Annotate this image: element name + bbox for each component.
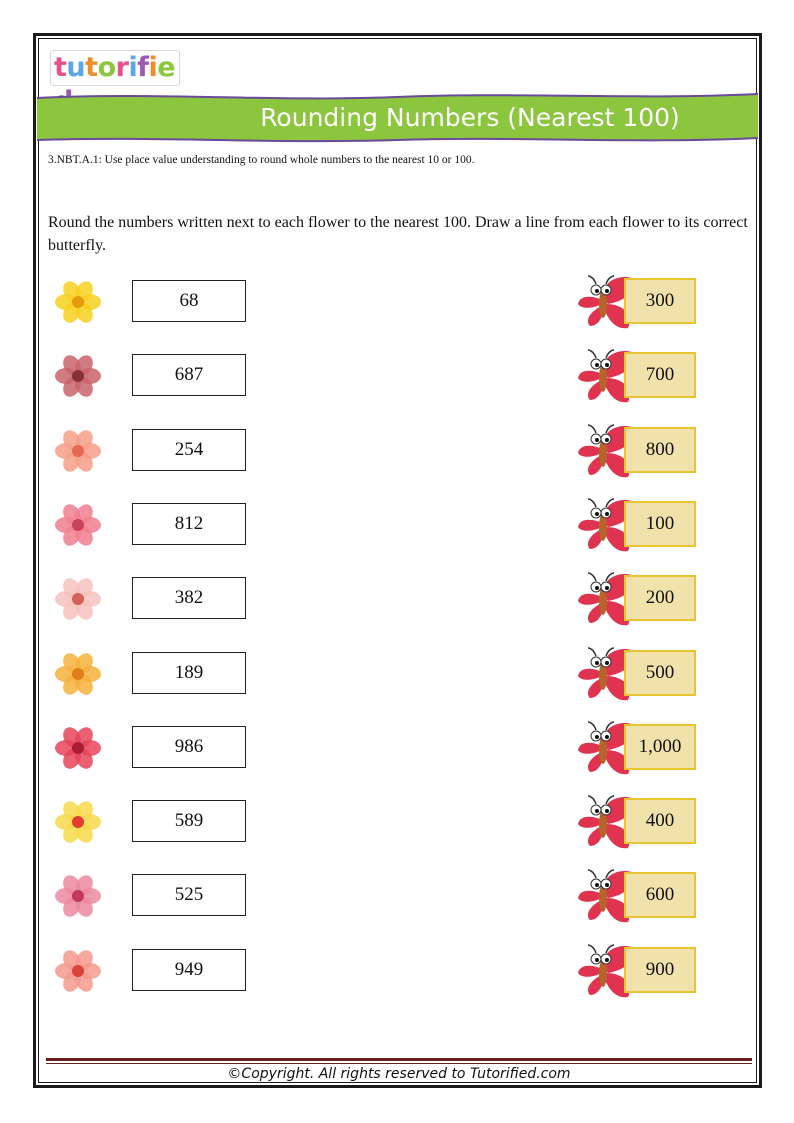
number-box: 589 (132, 800, 246, 842)
footer-divider (46, 1058, 752, 1061)
answer-box[interactable]: 900 (624, 947, 696, 993)
peach-lily-icon[interactable] (50, 423, 106, 479)
yellow-daisy-icon[interactable] (50, 274, 106, 330)
instructions-text: Round the numbers written next to each flower to the nearest 100. Draw a line from each flower to its correct butterfly. (48, 214, 748, 254)
answer-box[interactable]: 600 (624, 872, 696, 918)
number-box: 525 (132, 874, 246, 916)
exercise-row (0, 348, 794, 408)
number-box: 687 (132, 354, 246, 396)
answer-box[interactable]: 500 (624, 650, 696, 696)
tutorified-logo (50, 50, 180, 86)
logo-letter: t (54, 52, 67, 83)
answer-box[interactable]: 400 (624, 798, 696, 844)
logo-letter: i (148, 52, 158, 83)
number-box: 68 (132, 280, 246, 322)
standard-text: 3.NBT.A.1: Use place value understanding to round whole numbers to the nearest 10 or 100. (48, 154, 475, 166)
page-title: Rounding Numbers (Nearest 100) (260, 103, 680, 132)
number-box: 189 (132, 652, 246, 694)
exercise-row (0, 423, 794, 483)
exercise-row (0, 720, 794, 780)
number-box: 986 (132, 726, 246, 768)
answer-box[interactable]: 300 (624, 278, 696, 324)
logo-letter: f (137, 52, 149, 83)
orange-flower-icon[interactable] (50, 646, 106, 702)
red-dahlia-icon[interactable] (50, 720, 106, 776)
logo-letter: i (128, 52, 138, 83)
answer-box[interactable]: 200 (624, 575, 696, 621)
exercise-row (0, 943, 794, 1003)
logo-letter: e (157, 52, 176, 83)
pink-lily-icon[interactable] (50, 868, 106, 924)
red-rose-icon[interactable] (50, 348, 106, 404)
answer-box[interactable]: 100 (624, 501, 696, 547)
logo-letter: u (66, 52, 86, 83)
logo-letter: r (115, 52, 129, 83)
exercise-row (0, 646, 794, 706)
answer-box[interactable]: 700 (624, 352, 696, 398)
exercise-row (0, 868, 794, 928)
answer-box[interactable]: 1,000 (624, 724, 696, 770)
exercise-row (0, 794, 794, 854)
exercise-row (0, 571, 794, 631)
logo-letter: t (85, 52, 98, 83)
logo-letter: o (97, 52, 116, 83)
copyright-text: ©Copyright. All rights reserved to Tutorified.com (227, 1066, 571, 1082)
number-box: 382 (132, 577, 246, 619)
answer-box[interactable]: 800 (624, 427, 696, 473)
number-box: 949 (132, 949, 246, 991)
yellow-red-flower-icon[interactable] (50, 794, 106, 850)
pink-blossom-icon[interactable] (50, 497, 106, 553)
coral-flower-icon[interactable] (50, 943, 106, 999)
number-box: 812 (132, 503, 246, 545)
number-box: 254 (132, 429, 246, 471)
exercise-row (0, 497, 794, 557)
exercise-row (0, 274, 794, 334)
pale-pink-flower-icon[interactable] (50, 571, 106, 627)
